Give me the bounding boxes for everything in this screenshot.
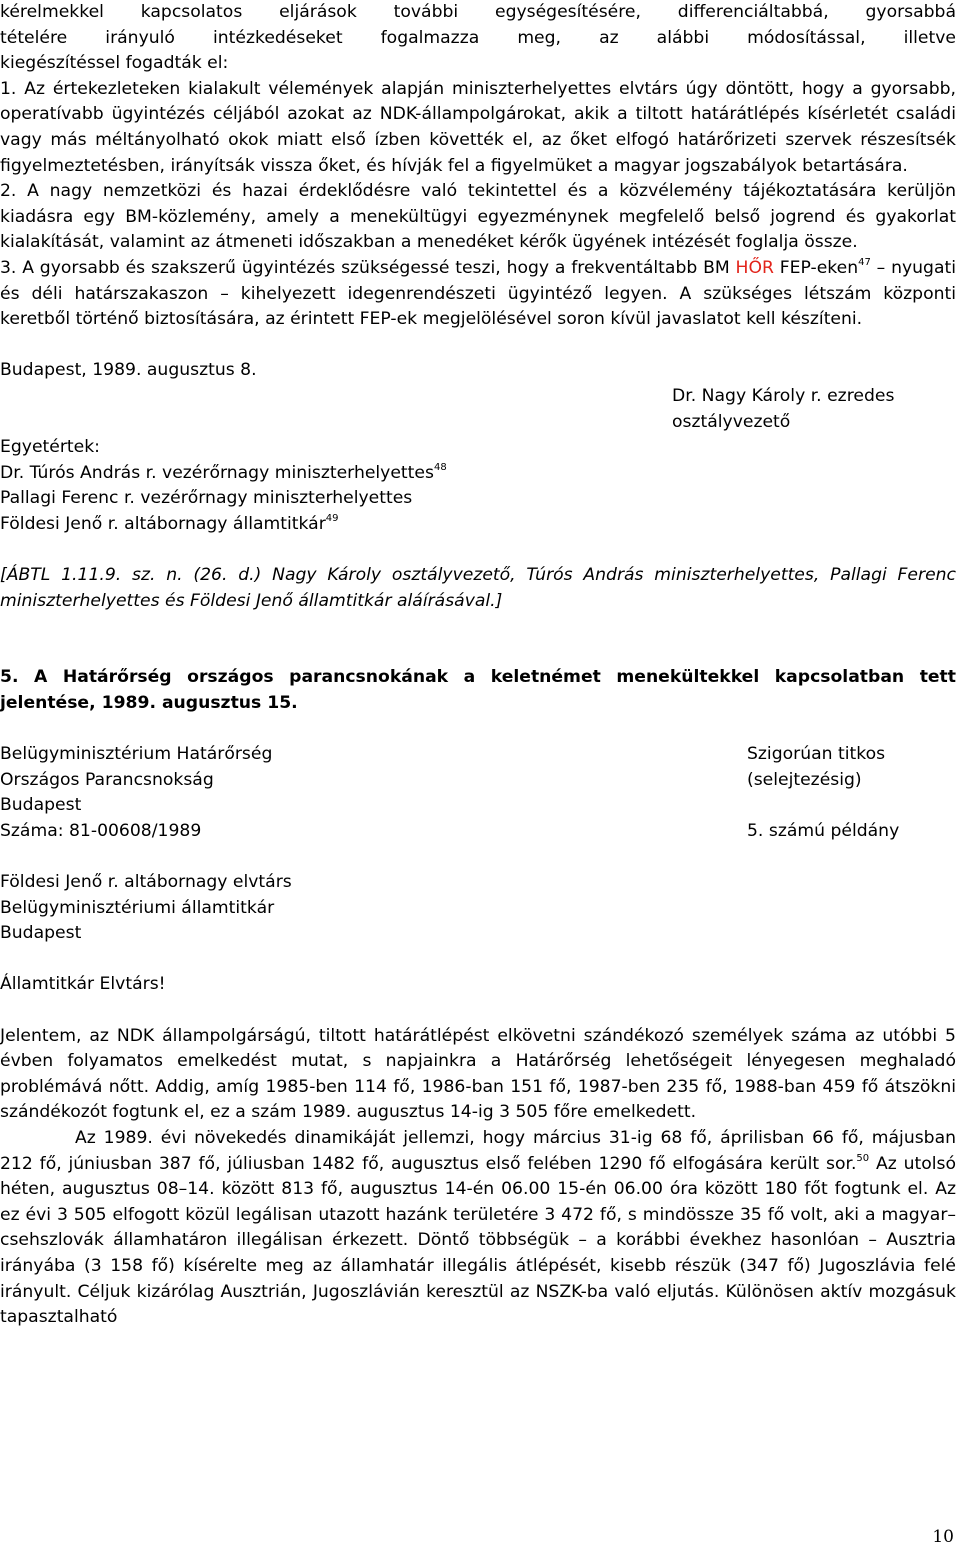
intro-line-2: tételére irányuló intézkedéseket fogalmazza meg, az alábbi módosítással, illetve bbox=[0, 27, 956, 48]
paragraph-2 bbox=[0, 1126, 956, 1331]
signer-title: osztályvezető bbox=[672, 411, 791, 432]
document-header-row-4 bbox=[0, 819, 956, 845]
header-left-line-1: Belügyminisztérium Határőrség bbox=[0, 744, 273, 765]
document-header-row-1 bbox=[0, 742, 956, 768]
archive-reference: [ÁBTL 1.11.9. sz. n. (26. d.) Nagy Károly osztályvezető, Túrós András miniszterhelyettes, Pallagi Ferenc miniszterhelyettes és Földesi Jenő államtitkár aláírásával.] bbox=[0, 565, 956, 611]
header-left-line-2: Országos Parancsnokság bbox=[0, 769, 214, 790]
footnote-49: 49 bbox=[325, 512, 339, 524]
paragraph-2-rest: Az utolsó héten, augusztus 08–14. között 813 fő, augusztus 14-én 06.00 15-én 06.00 óra között 180 főt fogtunk el. Az ez évi 3 505 elfogott közül legálisan utazott hazánk területére 3 472 fő, s mindössze 35 fő volt, aki a magyar–csehszlovák államhatáron illegálisan érkezett. Döntő többségük – a korábbi évekhez hasonlóan – Ausztria irányába (3 158 fő) kísérelte meg az államhatár illegális átlépését, kisebb részük (347 fő) Jugoszlávia felé irányult. Céljuk kizárólag Ausztrián, Jugoszlávián keresztül az NSZK-ba való eljutás. Különösen aktív mozgásuk tapasztalható bbox=[0, 1153, 956, 1328]
agree-label: Egyetértek: bbox=[0, 437, 100, 458]
footnote-47: 47 bbox=[858, 256, 871, 268]
recipient-line-1: Földesi Jenő r. altábornagy elvtárs bbox=[0, 872, 292, 892]
header-left-line-3: Budapest bbox=[0, 795, 82, 816]
point-2: 2. A nagy nemzetközi és hazai érdeklődésre való tekintettel és a közvélemény tájékoztatására kerüljön kiadásra egy BM-közlemény, amely a menekültügyi egyezménynek megfelelő belső jogrend és gyakorlat kialakítását, valamint az átmeneti időszakban a menedéket kérők ügyének intézését foglalja össze. bbox=[0, 181, 956, 253]
intro-line-3: kiegészítéssel fogadták el: bbox=[0, 53, 229, 74]
footnote-50: 50 bbox=[856, 1152, 870, 1164]
point-3-text: 3. A gyorsabb és szakszerű ügyintézés szükségessé teszi, hogy a frekventáltabb BM bbox=[0, 257, 736, 278]
header-right-line-4: 5. számú példány bbox=[747, 820, 900, 841]
agree-person-3 bbox=[0, 512, 956, 538]
signer-name: Dr. Nagy Károly r. ezredes bbox=[672, 385, 895, 406]
footnote-48: 48 bbox=[433, 461, 447, 473]
paragraph-2-text: Az 1989. évi növekedés dinamikáját jellemzi, hogy március 31-ig 68 fő, áprilisban 66 fő, májusban 212 fő, júniusban 387 fő, júliusban 1482 fő, augusztus első felében 1290 fő elfogására került sor. bbox=[0, 1127, 956, 1174]
point-3-fep: FEP-eken bbox=[779, 257, 859, 278]
point-1: 1. Az értekezleteken kialakult vélemények alapján miniszterhelyettes elvtárs úgy döntött, hogy a gyorsabb, operatívabb ügyintézés céljából azokat az NDK-állampolgárokat, akik a tiltott határátlépés kísérletét családi vagy más méltányolható okok miatt első ízben követték el, az őket elfogó határőrizeti szervek részesítsék figyelmeztetésben, irányítsák vissza őket, és hívják fel a figyelmüket a magyar jogszabályok betartására. bbox=[0, 78, 956, 176]
agree-person-1 bbox=[0, 461, 956, 487]
agree-person-1-text: Dr. Túrós András r. vezérőrnagy miniszterhelyettes bbox=[0, 462, 434, 483]
document-header-row-2 bbox=[0, 768, 956, 794]
header-right-line-1: Szigorúan titkos bbox=[747, 744, 886, 765]
point-3-highlight: HŐR bbox=[735, 257, 774, 278]
recipient-line-3: Budapest bbox=[0, 923, 82, 944]
signature-block bbox=[0, 384, 956, 435]
header-left-line-4: Száma: 81-00608/1989 bbox=[0, 820, 202, 841]
page-number: 10 bbox=[932, 1527, 954, 1547]
recipient-line-2: Belügyminisztériumi államtitkár bbox=[0, 897, 275, 918]
place-date: Budapest, 1989. augusztus 8. bbox=[0, 360, 257, 381]
paragraph-1: Jelentem, az NDK állampolgárságú, tiltott határátlépést elkövetni szándékozó személyek száma az utóbbi 5 évben folyamatos emelkedést mutat, s napjainkra a Határőrség lehetőségeit lényegesen meghaladó problémává nőtt. Addig, amíg 1985-ben 114 fő, 1986-ban 151 fő, 1987-ben 235 fő, 1988-ban 459 fő átszökni szándékozót fogtunk el, ez a szám 1989. augusztus 14-ig 3 505 főre emelkedett. bbox=[0, 1025, 956, 1123]
point-3-rest: – nyugati és déli határszakaszon – kihelyezett idegenrendészeti ügyintéző legyen. A szükséges létszám központi keretből történő biztosítására, az érintett FEP-ek megjelölésével soron kívül javaslatot kell készíteni. bbox=[0, 257, 956, 330]
intro-line-1: kérelmekkel kapcsolatos eljárások további egységesítésére, differenciáltabbá, gyorsabbá bbox=[0, 2, 956, 22]
point-3 bbox=[0, 256, 956, 333]
section-5-title: 5. A Határőrség országos parancsnokának a keletnémet menekültekkel kapcsolatban tett jelentése, 1989. augusztus 15. bbox=[0, 667, 956, 713]
agree-person-2: Pallagi Ferenc r. vezérőrnagy miniszterhelyettes bbox=[0, 488, 413, 509]
header-right-line-2: (selejtezésig) bbox=[747, 769, 862, 790]
salutation: Államtitkár Elvtárs! bbox=[0, 974, 166, 995]
agree-person-3-text: Földesi Jenő r. altábornagy államtitkár bbox=[0, 513, 326, 534]
